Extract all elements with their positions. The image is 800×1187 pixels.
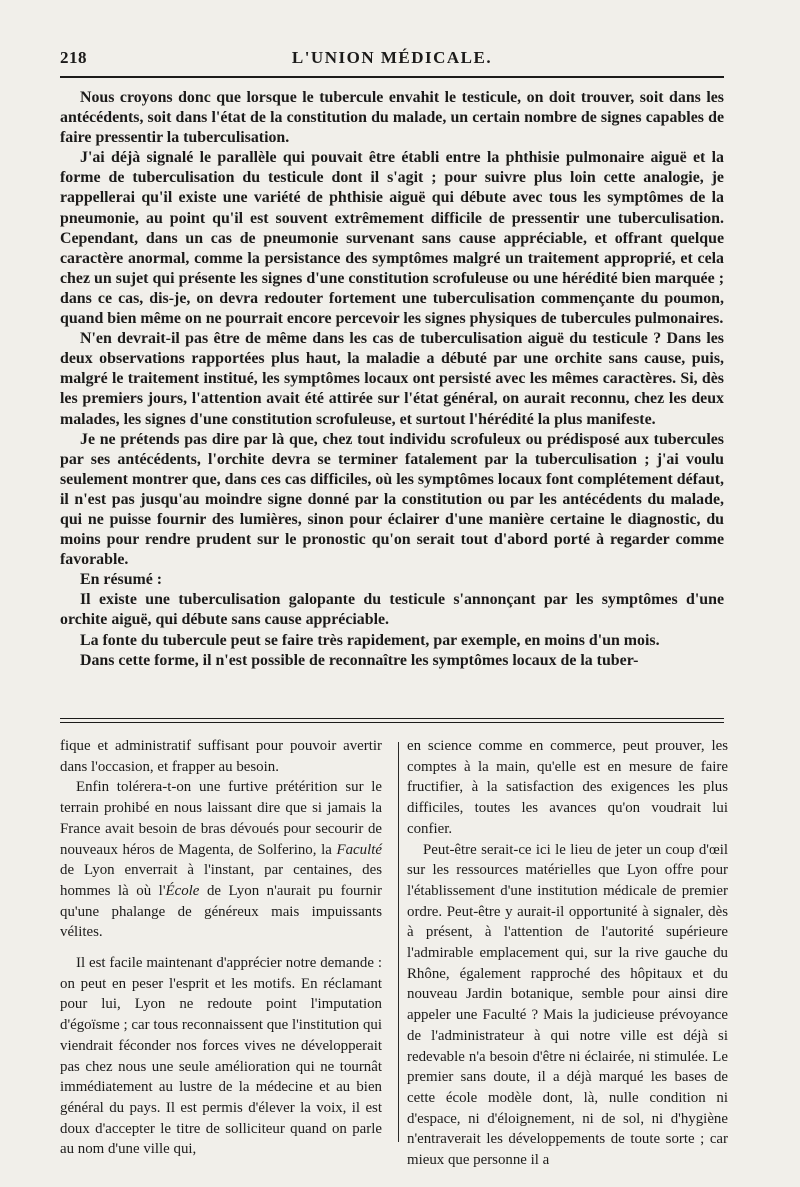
left-column [60, 736, 382, 1160]
right-column [407, 736, 728, 1171]
paragraph: Il est facile maintenant d'apprécier notre demande : on peut en peser l'esprit et les motifs. En réclamant pour lui, Lyon ne redoute point l'imputation d'égoïsme ; car tous reconnaissent que l'institution qui viendrait féconder nos forces vives ne développerait pas chez nous une seule amélioration qui ne tournât immédiatement au lustre de la médecine et au bien général du pays. Il est permis d'élever la voix, il est doux d'accepter le titre de solliciteur quand on parle au nom d'une ville qui, [60, 955, 382, 1158]
paragraph: fique et administratif suffisant pour pouvoir avertir dans l'occasion, et frapper au besoin. [60, 738, 382, 775]
paragraph: Il existe une tuberculisation galopante du testicule s'annonçant par les symptômes d'une orchite aiguë, qui débute sans cause appréciable. [60, 591, 724, 629]
page-number: 218 [60, 48, 87, 67]
paragraph: N'en devrait-il pas être de même dans les cas de tuberculisation aiguë du testicule ? Dans les deux observations rapportées plus haut, la maladie a débuté par une orchite sans cause, puis, malgré le traitement institué, les symptômes locaux ont persisté avec les mêmes caractères. Si, dès les premiers jours, l'attention avait été attirée sur l'état général, on aurait reconnu, chez les deux malades, les signes d'une constitution scrofuleuse, et surtout l'hérédité la plus manifeste. [60, 330, 724, 428]
italic-faculte: Faculté [336, 841, 382, 858]
text-run: de Lyon n'aurait pu fournir qu'une phalange de généreux mais impuissants vélites. [60, 882, 382, 941]
text-run: de Lyon enverrait à l'instant, par centaines, des hommes là où l' [60, 862, 382, 899]
paragraph: J'ai déjà signalé le parallèle qui pouvait être établi entre la phthisie pulmonaire aiguë et la forme de tuberculisation du testicule dont il s'agit ; pour suivre plus loin cette analogie, je rappellerai qu'il existe une variété de phthisie aiguë qui débute avec tous les symptômes de la pneumonie, au point qu'il est souvent extrêmement difficile de pressentir une tuberculisation. Cependant, dans un cas de pneumonie survenant sans cause appréciable, et offrant quelque caractère anormal, comme la persistance des symptômes malgré un traitement approprié, et cela chez un sujet qui présente les signes d'une constitution scrofuleuse ou une hérédité bien marquée ; dans ce cas, dis-je, on devra redouter fortement une tuberculisation commençante du poumon, quand bien même on ne pourrait encore percevoir les signes physiques de tubercules pulmonaires. [60, 149, 724, 328]
text-run: Enfin tolérera-t-on une furtive prétérition sur le terrain prohibé en nous laissant dire que si jamais la France avait besoin de bras dévoués pour secourir de nouveaux héros de Magenta, de Solferino, la [60, 779, 382, 858]
main-article [60, 88, 724, 671]
paragraph: en science comme en commerce, peut prouver, les comptes à la main, qu'elle est en mesure de faire fructifier, à la satisfaction des exigences les plus difficiles, toutes les avances qu'on voudrait lui confier. [407, 738, 728, 837]
paragraph: Peut-être serait-ce ici le lieu de jeter un coup d'œil sur les ressources matérielles que Lyon offre pour l'établissement d'une institution médicale de premier ordre. Peut-être y aurait-il opportunité à signaler, dès à présent, à l'attention de l'autorité supérieure l'admirable emplacement qui, sur la rive gauche du Rhône, également rapproché des hôpitaux et du nouveau Jardin botanique, semble pour ainsi dire appeler une Faculté ? Mais la judicieuse prévoyance de l'administrateur à qui notre ville est déjà si redevable n'a besoin d'être ni éclairée, ni stimulée. Le premier sans doute, il a déjà marqué les bases de cette école modèle dont, là, nulle condition ni d'espace, ni d'éloignement, ni de sol, ni d'hygiène n'entraverait les développements de toute sorte ; car mieux que personne il a [407, 841, 728, 1169]
italic-ecole: École [165, 882, 200, 899]
paragraph [60, 777, 382, 943]
section-divider [60, 718, 724, 723]
paragraph: Dans cette forme, il n'est possible de reconnaître les symptômes locaux de la tuber- [80, 651, 639, 669]
header-rule [60, 76, 724, 78]
running-title: L'UNION MÉDICALE. [291, 48, 493, 67]
page-header [60, 44, 724, 74]
column-divider [398, 742, 399, 1142]
paragraph: Nous croyons donc que lorsque le tubercule envahit le testicule, on doit trouver, soit dans les antécédents, soit dans l'état de la constitution du malade, un certain nombre de signes capables de faire pressentir la tuberculisation. [60, 89, 724, 147]
paragraph: Je ne prétends pas dire par là que, chez tout individu scrofuleux ou prédisposé aux tubercules par ses antécédents, l'orchite devra se terminer fatalement par la tuberculisation ; j'ai voulu seulement montrer que, dans ces cas difficiles, où les symptômes locaux font complétement défaut, il n'est pas jusqu'au moindre signe donné par la constitution ou par les antécédents du malade, qui ne puisse fournir des lumières, sinon pour éclairer d'une manière certaine le diagnostic, du moins pour rendre prudent sur le pronostic qu'on serait tout d'abord porté à regarder comme favorable. [60, 430, 724, 569]
paragraph: En résumé : [80, 571, 163, 589]
paragraph: La fonte du tubercule peut se faire très rapidement, par exemple, en moins d'un mois. [80, 631, 660, 649]
